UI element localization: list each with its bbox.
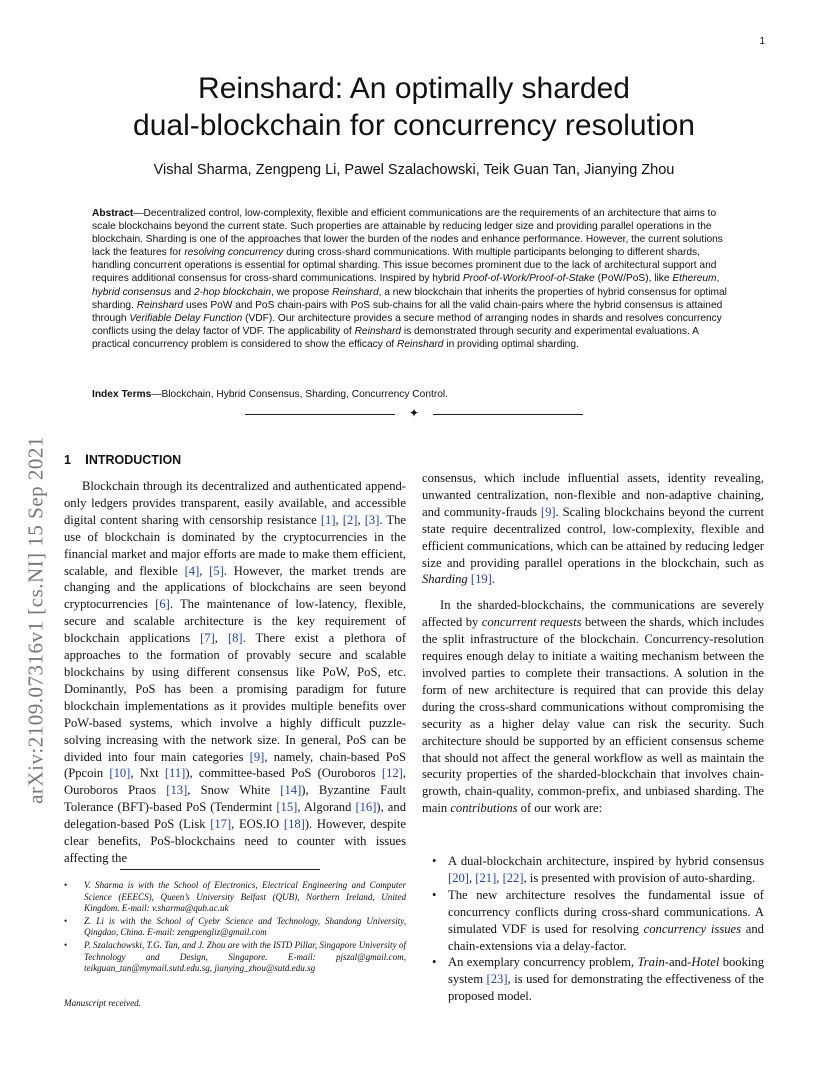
body-text: ), committee-based PoS (Ouroboros (185, 766, 382, 781)
body-text: An exemplary concurrency problem, (448, 955, 638, 970)
emphasis-text: resolving concurrency (184, 247, 284, 259)
emphasis-text: concurrency issues (643, 921, 742, 936)
body-text: , EOS.IO (231, 817, 284, 832)
body-text: A dual-blockchain architecture, inspired by hybrid consensus (448, 854, 764, 868)
page-number: 1 (759, 36, 765, 47)
body-text: , (496, 870, 503, 885)
citation-link[interactable]: [23] (486, 972, 508, 987)
body-text: of our work are: (517, 801, 603, 816)
footnote-rule (120, 869, 320, 870)
section-title-initial: I (84, 451, 89, 467)
citation-link[interactable]: [2] (342, 512, 358, 527)
left-column (64, 478, 406, 867)
body-text: is demonstrated through security and experimental evaluations. A practical concurrency problem is considered to show the efficacy of (92, 325, 699, 350)
body-text: , (214, 631, 228, 646)
divider-line-left (245, 414, 395, 415)
author-footnotes (64, 880, 406, 976)
divider-line-right (433, 414, 583, 415)
index-terms-text: —Blockchain, Hybrid Consensus, Sharding, Concurrency Control. (151, 389, 448, 400)
body-text: , (716, 273, 720, 285)
emphasis-text: Reinshard (354, 325, 401, 337)
contributions-list (422, 853, 764, 1005)
citation-link[interactable]: [11] (164, 766, 186, 781)
author-list: Vishal Sharma, Zengpeng Li, Pawel Szalachowski, Teik Guan Tan, Jianying Zhou (153, 162, 675, 178)
body-text: , (357, 512, 365, 527)
emphasis-text: Reinshard (397, 338, 444, 350)
body-text: , Snow White (187, 783, 281, 798)
body-text: Blockchain through its decentralized and authenticated append-only ledgers provides transparent, easily available, and accessible digital content sharing with censorship resistance (64, 479, 406, 527)
body-text: . (491, 572, 496, 587)
body-text: , (335, 512, 343, 527)
contribution-item (422, 853, 764, 887)
body-text: , is presented with provision of auto-sharding. (523, 870, 756, 885)
body-text: . However, the market trends are changing and the applications of blockchains are seen beyond cryptocurrencies (64, 563, 406, 612)
section-heading (64, 451, 181, 467)
citation-link[interactable]: [15] (276, 800, 298, 815)
index-terms-label: Index Terms (92, 389, 152, 400)
body-text: between the shards, which includes the split infrastructure of the blockchain. Concurrency-resolution requires enough delay to initiate a waiting mechanism between the involved parties to complete their transactions. A solution in the form of new architecture is required that can provide this delay during the cross-shard communications without compromising the security as a higher delay value can risk the security. Such architecture should be supported by an efficient consensus scheme that should not affect the general workflow as well as maintain the security properties of the sharded-blockchain that involves chain-growth, chain-quality, common-prefix, and unbiased sharding. The main (422, 615, 764, 816)
body-text: -and- (664, 955, 692, 970)
body-text: and (171, 286, 194, 298)
body-text: The new architecture resolves the fundamental issue of concurrency conflicts during cross-shard communications. A simulated VDF is used for resolving (448, 887, 764, 936)
body-text: ), and delegation-based PoS (Lisk (64, 800, 406, 832)
section-title-rest: NTRODUCTION (88, 453, 182, 467)
emphasis-text: Train (637, 955, 665, 970)
arxiv-side-stamp: arXiv:2109.07316v1 [cs.NI] 15 Sep 2021 (23, 436, 48, 804)
citation-link[interactable]: [12] (381, 766, 403, 781)
body-paragraph (422, 597, 764, 817)
emphasis-text: Hotel (691, 955, 720, 970)
emphasis-text: Sharding (422, 572, 468, 587)
right-column (422, 470, 764, 817)
citation-link[interactable]: [1] (320, 512, 336, 527)
abstract-body (92, 208, 727, 350)
citation-link[interactable]: [22] (502, 870, 524, 885)
title-line-1: Reinshard: An optimally sharded (198, 72, 630, 105)
citation-link[interactable]: [9] (540, 504, 556, 519)
body-text: . Scaling blockchains beyond the current state require decentralized control, low-complexity, flexible and efficient communications, which can be attained by reducing ledger size and providing parallel operations in the blockchain, such as (422, 504, 765, 570)
body-paragraph (64, 478, 406, 867)
divider-ornament-icon: ✦ (408, 406, 420, 420)
body-text: —Decentralized control, low-complexity, flexible and efficient communications are the requirements of an architecture that aims to scale blockchains beyond the current state. Such properties are attainable by reducing ledger size and providing parallel operations in the blockchain. Sharding is one of the approaches that lower the burden of the nodes and enhance performance. However, the current solutions lack the features for (92, 208, 723, 259)
title-line-2: dual-blockchain for concurrency resolution (133, 109, 695, 142)
body-text: and chain-extensions via a delay-factor. (448, 921, 764, 953)
body-text: , (468, 870, 476, 885)
body-text: , namely, chain-based PoS (Ppcoin (64, 749, 407, 781)
citation-link[interactable]: [16] (355, 800, 377, 815)
body-text: (PoW/PoS), like (594, 273, 673, 285)
body-text: during cross-shard communications. With multiple participants belonging to different shards, handling concurrent operations is essential for optimal sharding. This issue becomes prominent due to the lack of architectural support and requires additional consensus for cross-shard communications. Inspired by hybrid (92, 247, 717, 285)
emphasis-text: 2-hop blockchain (193, 286, 271, 298)
body-text: uses PoW and PoS chain-pairs with PoS sub-chains for all the valid chain-pairs where the hybrid consensus is attained through (92, 299, 723, 324)
body-text: , Nxt (130, 766, 165, 781)
footnote-item: • Z. Li is with the School of Cyebr Science and Technology, Shandong University, Qingdao, China. E-mail: zengpengliz@gmail.com (64, 916, 406, 939)
body-text: In the sharded-blockchains, the communications are severely affected by (422, 598, 764, 630)
emphasis-text: concurrent requests (481, 615, 582, 630)
citation-link[interactable]: [4] (184, 563, 200, 578)
footnote-item: • P. Szalachowski, T.G. Tan, and J. Zhou are with the ISTD Pillar, Singapore University of Technology and Design, Singapore. E-mail: pjszal@gmail.com, teikguan_tan@mymail.sutd.edu.sg, jianying_zhou@sutd.edu.sg (64, 940, 406, 975)
body-text: ). However, despite clear benefits, PoS-blockchains need to counter with issues affecting the (64, 817, 406, 865)
citation-link[interactable]: [18] (283, 817, 305, 832)
footnote-item: • V. Sharma is with the School of Electronics, Electrical Engineering and Computer Science (EEECS), Queen’s University Belfast (QUB), Northern Ireland, United Kingdom. E-mail: v.sharma@qub.ac.uk (64, 880, 406, 915)
citation-link[interactable]: [17] (210, 817, 232, 832)
contribution-item (422, 887, 764, 955)
citation-link[interactable]: [8] (227, 631, 243, 646)
body-text: , a new blockchain that inherits the properties of hybrid consensus for optimal sharding. (92, 286, 727, 311)
abstract-label: Abstract (92, 208, 134, 219)
body-text: booking system (448, 955, 764, 987)
body-text: ), Byzantine Fault Tolerance (BFT)-based PoS (Tendermint (64, 783, 406, 815)
emphasis-text: Ethereum (672, 273, 717, 285)
emphasis-text: Verifiable Delay Function (129, 312, 243, 324)
citation-link[interactable]: [7] (200, 631, 215, 646)
citation-link[interactable]: [3] (364, 512, 380, 527)
manuscript-note: Manuscript received. (64, 998, 141, 1008)
body-text: . There exist a plethora of approaches to the formation of provably secure and scalable blockchains by using different consensus like PoW, PoS, etc. Dominantly, PoS has been a promising paradigm for future blockchain implementations as it provides multiple benefits over PoW-based systems, which involve a highly difficult puzzle-solving increasing with the network size. In general, PoS can be divided into four main categories (64, 631, 407, 764)
body-text: , Ouroboros Praos (64, 766, 407, 798)
emphasis-text: Reinshard (136, 299, 184, 311)
body-text: . The maintenance of low-latency, flexible, secure and scalable architecture is the key requirement of blockchain applications (64, 597, 407, 646)
body-text: consensus, which include influential assets, identity revealing, unwanted centralization, non-flexible and non-adaptive chaining, and community-frauds (422, 471, 764, 519)
citation-link[interactable]: [10] (109, 766, 131, 781)
citation-link[interactable]: [6] (155, 597, 170, 612)
body-text: , is used for demonstrating the effectiveness of the proposed model. (448, 972, 764, 1004)
abstract (92, 207, 737, 351)
citation-link[interactable]: [20] (448, 870, 469, 885)
citation-link[interactable]: [14] (280, 783, 302, 798)
contribution-item (422, 954, 764, 1005)
emphasis-text: contributions (450, 801, 518, 816)
emphasis-text: Proof-of-Work/Proof-of-Stake (462, 273, 595, 285)
body-text: (VDF). Our architecture provides a secure method of arranging nodes in shards and resolves concurrency conflicts using the delay factor of VDF. The applicability of (92, 312, 722, 337)
body-paragraph (422, 470, 764, 588)
body-text: in providing optimal sharding. (443, 338, 579, 350)
body-text: . The use of blockchain is dominated by the cryptocurrencies in the financial market and major efforts are made to make them efficient, scalable, and flexible (64, 512, 406, 578)
citation-link[interactable]: [9] (249, 749, 265, 764)
citation-link[interactable]: [13] (166, 783, 188, 798)
body-text: , (199, 563, 210, 578)
section-divider (245, 408, 583, 420)
citation-link[interactable]: [5] (209, 563, 224, 578)
emphasis-text: hybrid consensus (92, 286, 172, 298)
citation-link[interactable]: [19] (470, 572, 492, 587)
paper-title (64, 70, 764, 144)
section-number: 1 (64, 453, 71, 467)
citation-link[interactable]: [21] (475, 870, 497, 885)
body-text: , we propose (271, 286, 333, 298)
index-terms (92, 389, 737, 400)
body-text: , Algorand (297, 800, 356, 815)
emphasis-text: Reinshard (332, 286, 379, 298)
